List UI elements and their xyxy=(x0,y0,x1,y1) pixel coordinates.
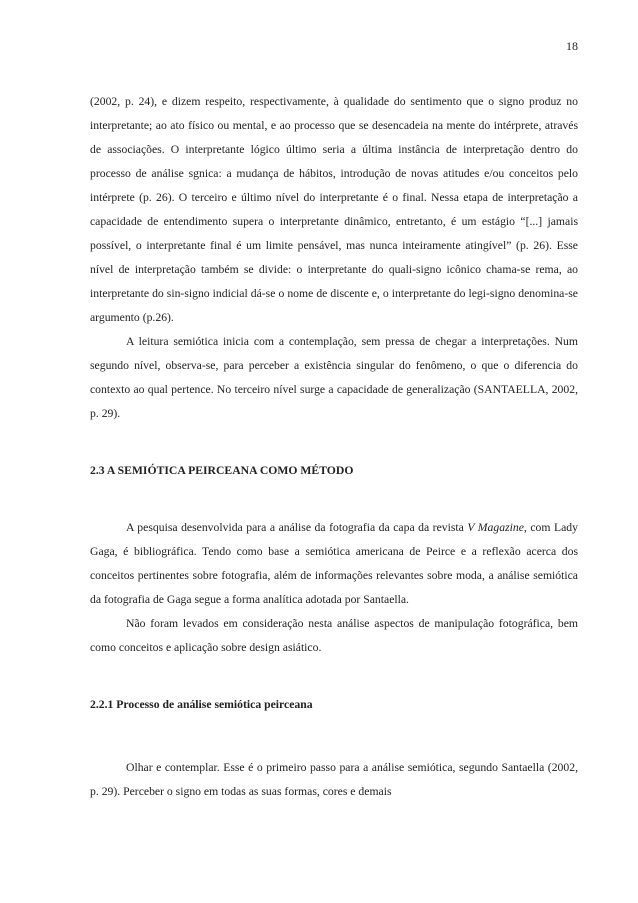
paragraph-pesquisa-text-end: , com Lady Gaga, é bibliográfica. Tendo como base a semiótica americana de Peirce e a reflexão acerca dos conceitos pertinentes sobre fotografia, além de informações relevantes sobre moda, a análise semiótica da fotografia de Gaga segue a forma analítica adotada por Santaella. xyxy=(90,521,578,606)
section-heading: 2.3 A SEMIÓTICA PEIRCEANA COMO MÉTODO xyxy=(90,464,354,477)
paragraph-pesquisa-text-start: A pesquisa desenvolvida para a análise da fotografia da capa da revista xyxy=(126,521,468,534)
paragraph-pesquisa xyxy=(90,516,578,612)
page-number: 18 xyxy=(566,39,578,53)
paragraph-interpretante: (2002, p. 24), e dizem respeito, respectivamente, à qualidade do sentimento que o signo produz no interpretante; ao ato físico ou mental, e ao processo que se desencadeia na mente do intérprete, através de associações. O interpretante lógico último seria a última instância de interpretação dentro do processo de análise sgnica: a mudança de hábitos, introdução de novas atitudes e/ou conceitos pelo intérprete (p. 26). O terceiro e último nível do interpretante é o final. Nessa etapa de interpretação a capacidade de entendimento supera o interpretante dinâmico, entretanto, é um estágio “[...] jamais possível, o interpretante final é um limite pensável, mas nunca inteiramente atingível” (p. 26). Esse nível de interpretação também se divide: o interpretante do quali-signo icônico chama-se rema, ao interpretante do sin-signo indicial dá-se o nome de discente e, o interpretante do legi-signo denomina-se argumento (p.26). xyxy=(90,95,578,324)
page-content xyxy=(90,90,578,804)
subsection-heading: 2.2.1 Processo de análise semiótica peirceana xyxy=(90,698,313,711)
paragraph-manipulacao: Não foram levados em consideração nesta análise aspectos de manipulação fotográfica, bem como conceitos e aplicação sobre design asiático. xyxy=(90,617,578,654)
magazine-title: V Magazine xyxy=(467,521,524,534)
paragraph-leitura-semiotica: A leitura semiótica inicia com a contemplação, sem pressa de chegar a interpretações. Num segundo nível, observa-se, para perceber a existência singular do fenômeno, o que o diferencia do contexto ao qual pertence. No terceiro nível surge a capacidade de generalização (SANTAELLA, 2002, p. 29). xyxy=(90,335,578,420)
paragraph-olhar-contemplar: Olhar e contemplar. Esse é o primeiro passo para a análise semiótica, segundo Santaella (2002, p. 29). Perceber o signo em todas as suas formas, cores e demais xyxy=(90,761,578,798)
